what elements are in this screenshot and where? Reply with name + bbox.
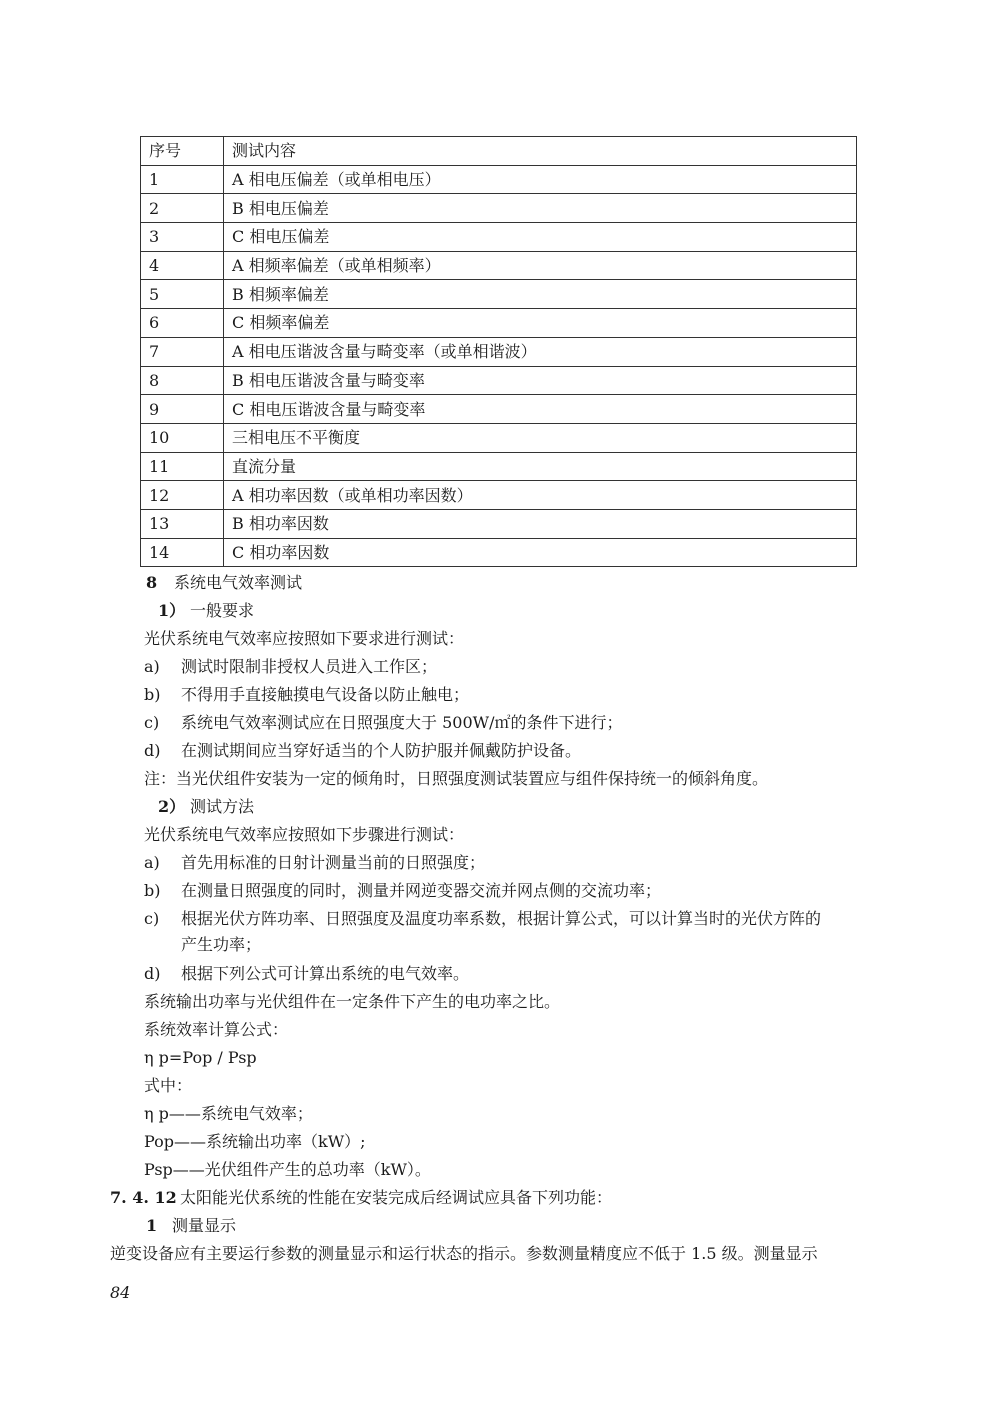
row-content-cell: B 相电压偏差 [224, 194, 857, 223]
row-content-cell: A 相频率偏差（或单相频率） [224, 251, 857, 280]
definition-text: 系统输出功率与光伏组件在一定条件下产生的电功率之比。 [144, 992, 561, 1011]
variable-definition: η p——系统电气效率； [144, 1104, 313, 1123]
subsection-1-title: 一般要求 [190, 601, 255, 620]
intro-paragraph-1: 光伏系统电气效率应按照如下要求进行测试： [144, 629, 465, 648]
table-row [141, 309, 857, 338]
table-row [141, 509, 857, 538]
variable-definition: Psp——光伏组件产生的总功率（kW）。 [144, 1160, 431, 1179]
list-item-continuation: 产生功率； [181, 935, 262, 954]
row-content-cell: 直流分量 [224, 452, 857, 481]
row-index-cell: 7 [141, 337, 224, 366]
clause-text: 太阳能光伏系统的性能在安装完成后经调试应具备下列功能： [180, 1188, 613, 1207]
table-row [141, 452, 857, 481]
clause-item-1-title: 测量显示 [172, 1216, 237, 1235]
header-cell-content: 测试内容 [224, 137, 857, 166]
list-marker: a) [144, 657, 160, 676]
list-item-text: 在测试期间应当穿好适当的个人防护服并佩戴防护设备。 [181, 741, 582, 760]
list-item-text: 系统电气效率测试应在日照强度大于 500W/㎡的条件下进行； [181, 713, 623, 732]
table-header-row [141, 137, 857, 166]
page-number: 84 [110, 1283, 131, 1302]
table-row [141, 395, 857, 424]
list-marker: a) [144, 853, 160, 872]
list-item-text: 在测量日照强度的同时，测量并网逆变器交流并网点侧的交流功率； [181, 881, 662, 900]
table-row [141, 366, 857, 395]
row-content-cell: B 相功率因数 [224, 509, 857, 538]
table-row [141, 165, 857, 194]
table-row [141, 423, 857, 452]
row-content-cell: C 相电压谐波含量与畸变率 [224, 395, 857, 424]
list-marker: b) [144, 685, 161, 704]
subsection-2-title: 测试方法 [190, 797, 255, 816]
list-marker: c) [144, 909, 160, 928]
table-row [141, 251, 857, 280]
formula-label: 系统效率计算公式： [144, 1020, 289, 1039]
clause-number: 7. 4. 12 [110, 1188, 177, 1207]
row-content-cell: B 相频率偏差 [224, 280, 857, 309]
table-row [141, 194, 857, 223]
table-row [141, 337, 857, 366]
test-content-table-body [141, 137, 857, 567]
note-text: 注：当光伏组件安装为一定的倾角时，日照强度测试装置应与组件保持统一的倾斜角度。 [144, 769, 769, 788]
header-cell-index: 序号 [141, 137, 224, 166]
list-marker: b) [144, 881, 161, 900]
list-item-text: 不得用手直接触摸电气设备以防止触电； [181, 685, 470, 704]
where-label: 式中： [144, 1076, 193, 1095]
row-index-cell: 14 [141, 538, 224, 567]
table-row [141, 538, 857, 567]
variable-definition: Pop——系统输出功率（kW）; [144, 1132, 366, 1151]
list-marker: d) [144, 964, 161, 983]
table-row [141, 280, 857, 309]
formula: η p=Pop / Psp [144, 1048, 257, 1067]
row-index-cell: 3 [141, 223, 224, 252]
row-content-cell: A 相电压偏差（或单相电压） [224, 165, 857, 194]
row-content-cell: C 相频率偏差 [224, 309, 857, 338]
list-marker: d) [144, 741, 161, 760]
row-index-cell: 13 [141, 509, 224, 538]
body-paragraph: 逆变设备应有主要运行参数的测量显示和运行状态的指示。参数测量精度应不低于 1.5 级。测量显示 [110, 1244, 818, 1263]
row-content-cell: C 相电压偏差 [224, 223, 857, 252]
row-index-cell: 6 [141, 309, 224, 338]
row-index-cell: 8 [141, 366, 224, 395]
row-index-cell: 5 [141, 280, 224, 309]
clause-item-1-number: 1 [146, 1216, 158, 1235]
row-index-cell: 11 [141, 452, 224, 481]
intro-paragraph-2: 光伏系统电气效率应按照如下步骤进行测试： [144, 825, 465, 844]
row-index-cell: 4 [141, 251, 224, 280]
row-index-cell: 9 [141, 395, 224, 424]
row-content-cell: B 相电压谐波含量与畸变率 [224, 366, 857, 395]
row-content-cell: C 相功率因数 [224, 538, 857, 567]
list-item-text: 测试时限制非授权人员进入工作区； [181, 657, 438, 676]
test-content-table [140, 136, 857, 567]
row-content-cell: 三相电压不平衡度 [224, 423, 857, 452]
list-item-text: 根据光伏方阵功率、日照强度及温度功率系数，根据计算公式，可以计算当时的光伏方阵的 [181, 909, 822, 928]
row-content-cell: A 相电压谐波含量与畸变率（或单相谐波） [224, 337, 857, 366]
table-row [141, 481, 857, 510]
table-row [141, 223, 857, 252]
row-index-cell: 2 [141, 194, 224, 223]
subsection-2-number: 2） [158, 797, 186, 816]
row-index-cell: 10 [141, 423, 224, 452]
list-item-text: 根据下列公式可计算出系统的电气效率。 [181, 964, 470, 983]
row-content-cell: A 相功率因数（或单相功率因数） [224, 481, 857, 510]
subsection-1-number: 1） [158, 601, 186, 620]
list-marker: c) [144, 713, 160, 732]
row-index-cell: 1 [141, 165, 224, 194]
section-8-title: 系统电气效率测试 [174, 573, 303, 592]
section-8-number: 8 [146, 573, 158, 592]
row-index-cell: 12 [141, 481, 224, 510]
list-item-text: 首先用标准的日射计测量当前的日照强度； [181, 853, 486, 872]
